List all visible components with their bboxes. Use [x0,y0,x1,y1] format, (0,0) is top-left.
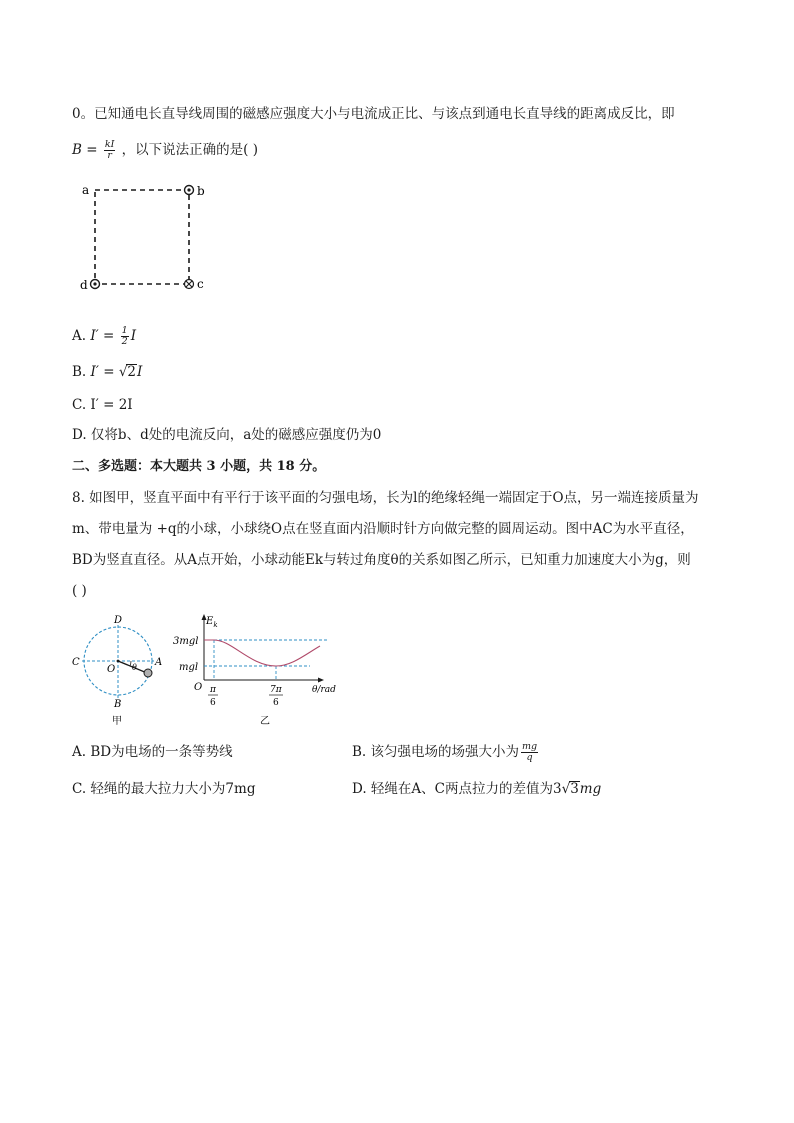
option-b-prefix: B. [72,364,91,380]
q8-option-d[interactable] [352,779,601,799]
theta-arc [130,661,131,666]
center-point [117,660,120,663]
option-d-tail: mg [579,781,602,797]
option-a-prefix: A. [72,328,91,344]
option-b-lhs: I′ = [90,364,119,380]
option-a-lhs: I′ = [90,328,119,344]
ek-curve [204,640,320,666]
origin-label: O [194,682,203,693]
label-d: d [80,278,88,292]
q7-formula-fraction [104,140,116,161]
tick-pi-num: π [210,685,216,695]
tick-7pi-num: 7π [270,685,282,695]
fraction-numerator: 1 [121,325,128,336]
q8-circle-figure [68,612,168,730]
q8-stem-line1: 8. 如图甲，竖直平面中有平行于该平面的匀强电场，长为l的绝缘轻绳一端固定于O点，另一端连接质量为 [72,490,699,506]
sqrt-icon: √ [561,781,571,797]
q8-energy-graph [170,610,345,730]
label-O: O [107,664,116,675]
fraction-numerator: kI [104,139,115,150]
option-a-fraction [121,326,129,347]
q7-option-b[interactable] [72,362,142,382]
q7-option-a[interactable] [72,326,136,347]
label-D: D [114,615,123,626]
sqrt-icon: √ [118,364,128,380]
q8-option-a[interactable]: A. BD为电场的一条等势线 [72,744,233,760]
label-theta: θ [132,663,137,672]
label-b: b [197,184,205,198]
label-B: B [114,699,122,710]
option-b-rhs: I [137,364,143,380]
tick-pi-den: 6 [210,698,216,708]
tick-3mgl: 3mgl [173,636,199,647]
xlabel: θ/rad [312,685,336,695]
fraction-denominator: 2 [121,336,128,347]
caption-yi: 乙 [260,716,270,727]
q8-stem-line4: ( ) [72,583,87,599]
q7-option-d[interactable]: D. 仅将b、d处的电流反向，a处的磁感应强度仍为0 [72,427,382,443]
q8-stem-line2: m、带电量为 +q的小球，小球绕O点在竖直面内沿顺时针方向做完整的圆周运动。图中AC为水平直径， [72,521,694,537]
fraction-denominator: r [107,150,112,161]
option-b-fraction [521,742,538,763]
wire-b-dot [187,188,190,191]
wire-d-dot [93,282,96,285]
q7-option-c[interactable]: C. I′ = 2I [72,397,133,413]
tick-mgl: mgl [179,662,199,673]
q7-formula-b: B = [72,142,102,158]
label-c: c [197,277,204,291]
fraction-numerator: mg [522,741,538,752]
q7-stem-tail: ，以下说法正确的是( ) [121,142,258,158]
caption-jia: 甲 [112,716,122,727]
x-axis-arrow-icon [318,678,324,683]
q8-option-b[interactable] [352,742,540,763]
ball-icon [144,669,152,677]
q8-stem-line3: BD为竖直直径。从A点开始，小球动能Ek与转过角度θ的关系如图乙所示，已知重力加速度大小为g，则 [72,552,691,568]
ylabel-e [205,616,218,629]
fraction-denominator: q [526,752,533,763]
label-a: a [82,183,90,197]
dashed-square [95,190,189,284]
q7-square-figure [78,178,213,293]
label-C: C [72,657,80,668]
q7-stem-line2 [72,140,258,161]
option-b-radicand: 2 [127,364,137,380]
q8-option-c[interactable]: C. 轻绳的最大拉力大小为7mg [72,781,256,797]
section-2-title: 二、多选题：本大题共 3 小题，共 18 分。 [72,459,326,474]
option-a-rhs: I [130,328,137,344]
option-d-radicand: 3 [570,781,579,797]
option-b-text: B. 该匀强电场的场强大小为 [352,744,520,760]
option-d-text: D. 轻绳在A、C两点拉力的差值为3 [352,781,562,797]
ylabel-subscript: k [213,621,218,629]
q7-stem-line1: 0。已知通电长直导线周围的磁感应强度大小与电流成正比、与该点到通电长直导线的距离成反比，即 [72,106,675,122]
label-A: A [155,657,163,668]
tick-7pi-den: 6 [273,698,279,708]
ylabel-main: E [206,616,214,627]
